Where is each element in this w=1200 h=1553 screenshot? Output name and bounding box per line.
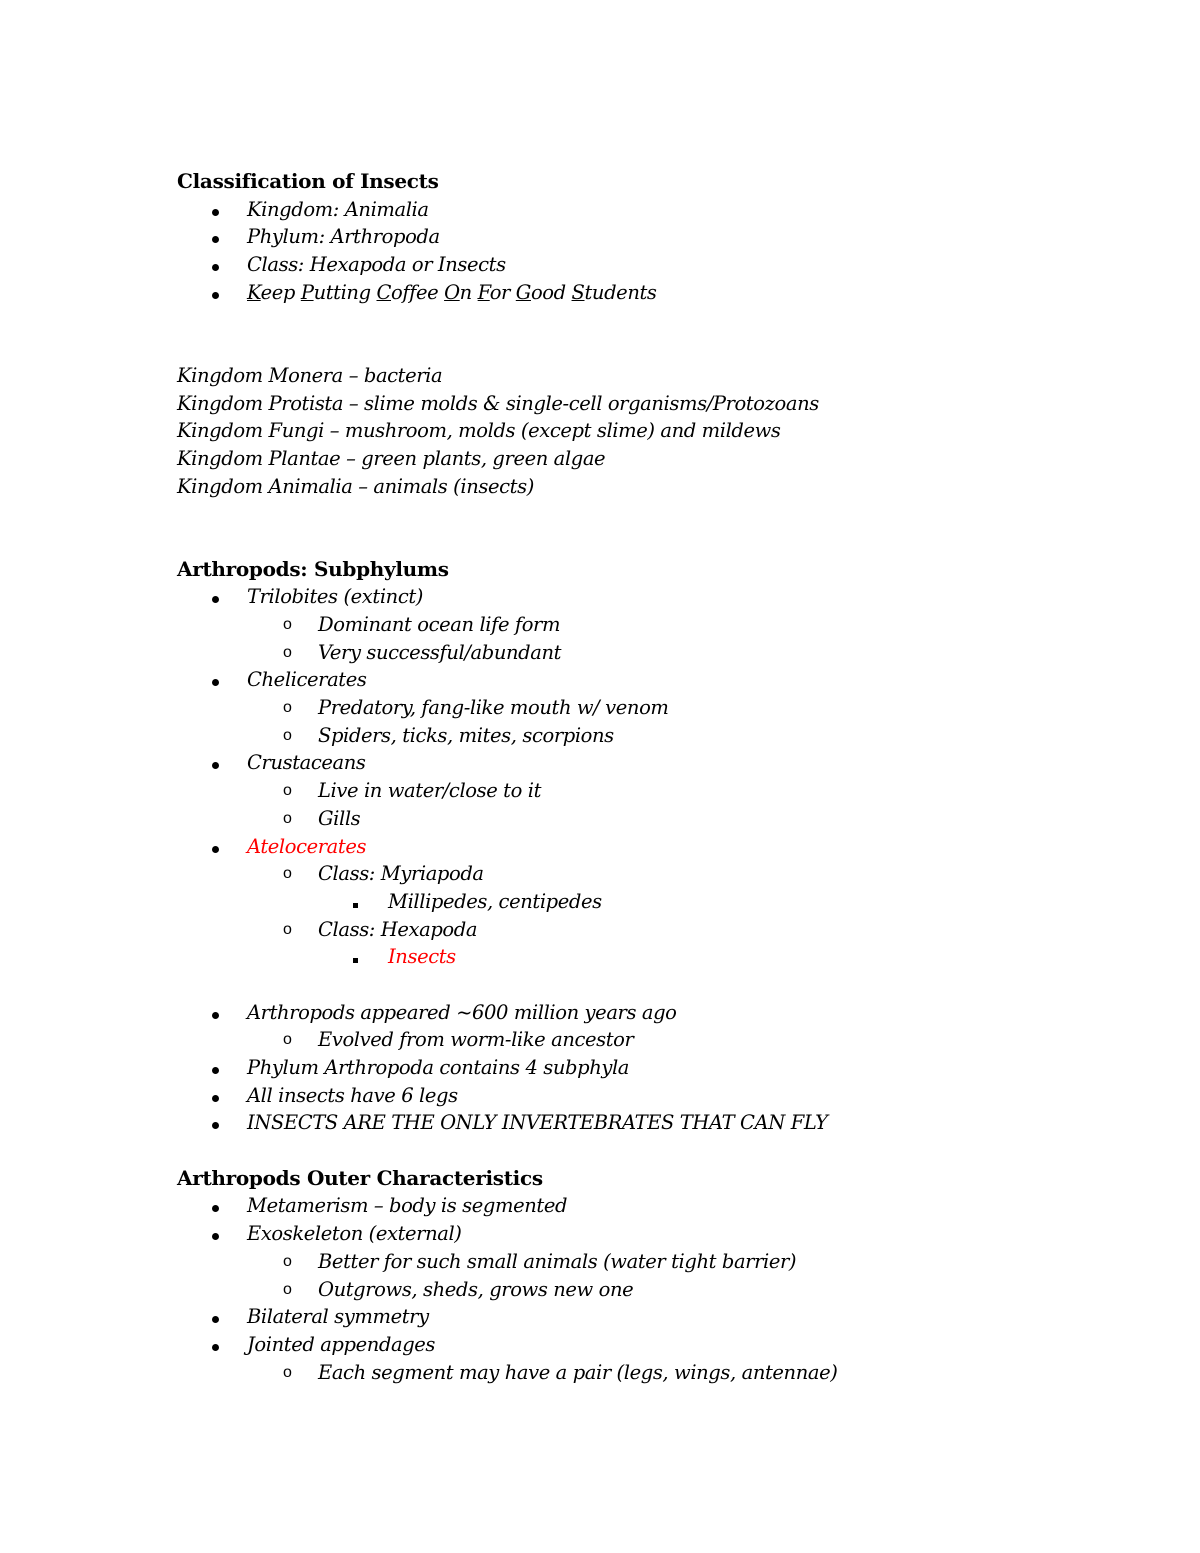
list-item: Kingdom: Animalia <box>177 196 1077 224</box>
sub-list-item: o Better for such small animals (water tight barrier) <box>177 1248 1077 1276</box>
sub-list-item: o Outgrows, sheds, grows new one <box>177 1276 1077 1304</box>
hollow-circle-icon: o <box>283 643 292 661</box>
list-item: Phylum: Arthropoda <box>177 223 1077 251</box>
sub-list-item: o Gills <box>177 805 1077 833</box>
list-item: Bilateral symmetry <box>177 1303 1077 1331</box>
bullet-dot-icon <box>212 1220 219 1248</box>
bullet-dot-icon <box>212 223 219 251</box>
sub-list-item: o Each segment may have a pair (legs, wings, antennae) <box>177 1359 1077 1387</box>
bullet-dot-icon <box>212 1109 219 1137</box>
bullet-dot-icon <box>212 1331 219 1359</box>
kingdom-line-protista: Kingdom Protista – slime molds & single-cell organisms/Protozoans <box>177 391 819 415</box>
list-item: Chelicerates <box>177 666 1077 694</box>
sub-list-item: o Dominant ocean life form <box>177 611 1077 639</box>
hollow-circle-icon: o <box>283 1363 292 1381</box>
hollow-circle-icon: o <box>283 616 292 634</box>
bullet-dot-icon <box>212 1082 219 1110</box>
bullet-dot-icon <box>212 1303 219 1331</box>
section-heading-classification: Classification of Insects <box>177 169 439 193</box>
bullet-dot-icon <box>212 251 219 279</box>
document-page <box>177 168 1077 1386</box>
sub-list-item: o Very successful/abundant <box>177 639 1077 667</box>
list-item: All insects have 6 legs <box>177 1082 1077 1110</box>
mnemonic-item <box>177 279 1077 307</box>
sub-list-item: o Live in water/close to it <box>177 777 1077 805</box>
hollow-circle-icon: o <box>283 920 292 938</box>
sub-list-item: o Class: Myriapoda <box>177 860 1077 888</box>
insects-label: Insects <box>388 945 456 969</box>
hollow-circle-icon: o <box>283 1252 292 1270</box>
mnemonic-text: Keep Putting Coffee On For Good Students <box>247 280 657 304</box>
square-bullet-icon <box>353 943 358 971</box>
sub-sub-list-item <box>177 943 1077 971</box>
bullet-dot-icon <box>212 583 219 611</box>
bullet-dot-icon <box>212 196 219 224</box>
bullet-dot-icon <box>212 279 219 307</box>
section-heading-subphylums: Arthropods: Subphylums <box>177 556 449 581</box>
list-item: Class: Hexapoda or Insects <box>177 251 1077 279</box>
sub-list-item: o Spiders, ticks, mites, scorpions <box>177 722 1077 750</box>
kingdom-line-monera: Kingdom Monera – bacteria <box>177 363 443 387</box>
bullet-dot-icon <box>212 999 219 1027</box>
square-bullet-icon <box>353 888 358 916</box>
hollow-circle-icon: o <box>283 1280 292 1298</box>
sub-sub-list-item: Millipedes, centipedes <box>177 888 1077 916</box>
list-item <box>177 833 1077 861</box>
list-item: Phylum Arthropoda contains 4 subphyla <box>177 1054 1077 1082</box>
bullet-dot-icon <box>212 666 219 694</box>
list-item: Metamerism – body is segmented <box>177 1192 1077 1220</box>
bullet-dot-icon <box>212 833 219 861</box>
hollow-circle-icon: o <box>283 699 292 717</box>
list-item: INSECTS ARE THE ONLY INVERTEBRATES THAT CAN FLY <box>177 1109 1077 1137</box>
list-item: Exoskeleton (external) <box>177 1220 1077 1248</box>
bullet-dot-icon <box>212 1054 219 1082</box>
bullet-dot-icon <box>212 749 219 777</box>
hollow-circle-icon: o <box>283 865 292 883</box>
list-item: Jointed appendages <box>177 1331 1077 1359</box>
section-heading-outer-characteristics: Arthropods Outer Characteristics <box>177 1165 543 1190</box>
atelocerates-label: Atelocerates <box>247 834 367 858</box>
kingdom-line-plantae: Kingdom Plantae – green plants, green algae <box>177 446 606 470</box>
hollow-circle-icon: o <box>283 1031 292 1049</box>
sub-list-item: o Predatory, fang-like mouth w/ venom <box>177 694 1077 722</box>
hollow-circle-icon: o <box>283 809 292 827</box>
list-item: Crustaceans <box>177 749 1077 777</box>
sub-list-item: o Evolved from worm-like ancestor <box>177 1026 1077 1054</box>
bullet-dot-icon <box>212 1192 219 1220</box>
sub-list-item: o Class: Hexapoda <box>177 916 1077 944</box>
kingdom-line-fungi: Kingdom Fungi – mushroom, molds (except slime) and mildews <box>177 419 781 443</box>
hollow-circle-icon: o <box>283 782 292 800</box>
list-item: Arthropods appeared ~600 million years ago <box>177 999 1077 1027</box>
kingdom-line-animalia: Kingdom Animalia – animals (insects) <box>177 474 534 498</box>
list-item: Trilobites (extinct) <box>177 583 1077 611</box>
hollow-circle-icon: o <box>283 726 292 744</box>
